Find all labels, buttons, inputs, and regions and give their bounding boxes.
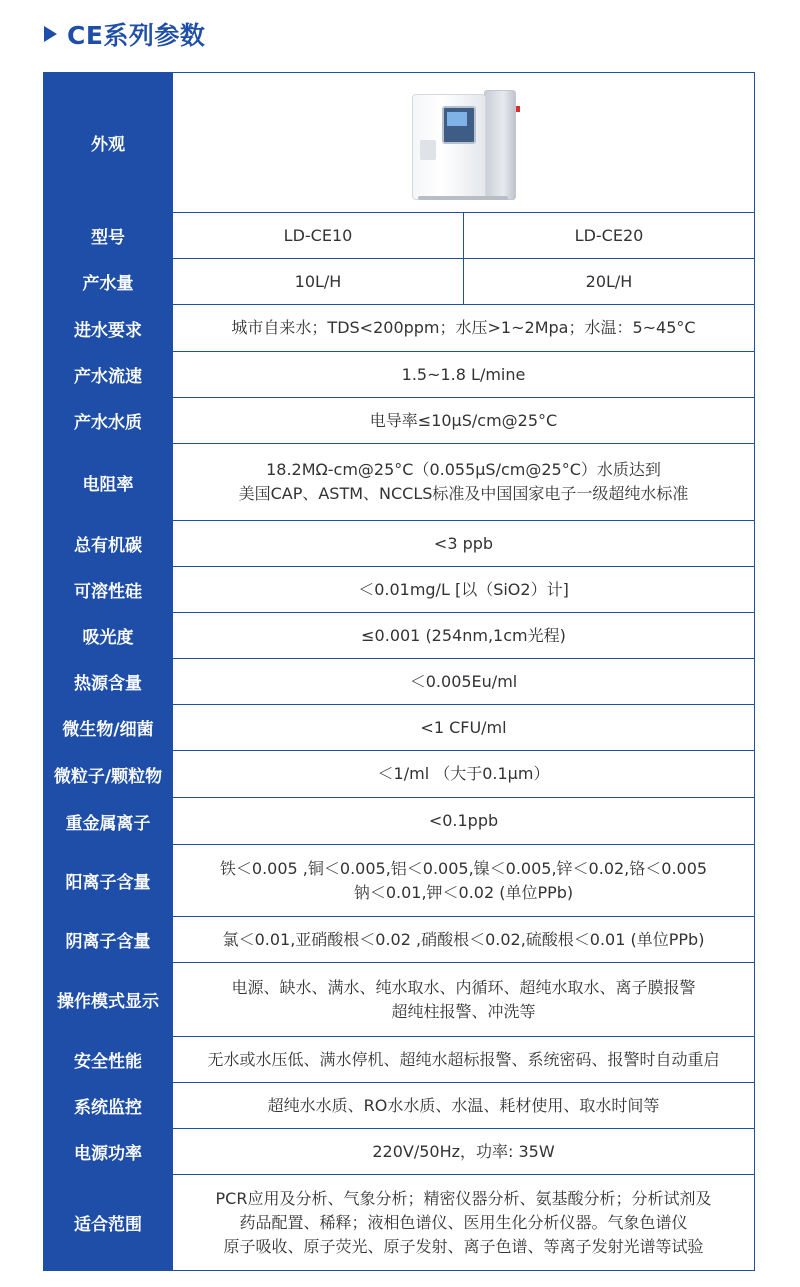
row-label-anion: 阴离子含量 [44, 917, 173, 963]
triangle-bullet-icon [44, 26, 57, 42]
safety-value: 无水或水压低、满水停机、超纯水超标报警、系统密码、报警时自动重启 [173, 1037, 755, 1083]
scope-line-2: 药品配置、稀释；液相色谱仪、医用生化分析仪器。气象色谱仪 [239, 1212, 688, 1232]
inlet-value: 城市自来水；TDS<200ppm；水压>1~2Mpa；水温：5~45°C [173, 305, 755, 352]
model-value-1: LD-CE10 [173, 213, 464, 259]
display-value [173, 963, 755, 1037]
cation-line-2: 钠＜0.01,钾＜0.02 (单位PPb) [353, 882, 574, 902]
table-row [44, 521, 755, 567]
table-row [44, 213, 755, 259]
row-label-flow: 产水量 [44, 259, 173, 305]
row-label-particle: 微粒子/颗粒物 [44, 751, 173, 798]
table-row [44, 567, 755, 613]
scope-value [173, 1175, 755, 1271]
table-row [44, 305, 755, 352]
table-row [44, 352, 755, 398]
table-row [44, 659, 755, 705]
speed-value: 1.5~1.8 L/mine [173, 352, 755, 398]
resistivity-line-2: 美国CAP、ASTM、NCCLS标准及中国国家电子一级超纯水标准 [238, 484, 689, 503]
row-label-quality: 产水水质 [44, 398, 173, 444]
row-label-display: 操作模式显示 [44, 963, 173, 1037]
pyrogen-value: ＜0.005Eu/ml [173, 659, 755, 705]
row-label-toc: 总有机碳 [44, 521, 173, 567]
display-line-2: 超纯柱报警、冲洗等 [391, 1001, 536, 1021]
table-row [44, 705, 755, 751]
water-purifier-image [406, 84, 522, 202]
table-row [44, 73, 755, 213]
row-label-inlet: 进水要求 [44, 305, 173, 352]
quality-value: 电导率≤10μS/cm@25°C [173, 398, 755, 444]
row-label-monitor: 系统监控 [44, 1083, 173, 1129]
scope-line-3: 原子吸收、原子荧光、原子发射、离子色谱、等离子发射光谱等试验 [223, 1236, 704, 1256]
table-row [44, 259, 755, 305]
flow-value-2: 20L/H [464, 259, 755, 305]
row-label-resistivity: 电阻率 [44, 444, 173, 521]
table-row [44, 751, 755, 798]
resistivity-line-1: 18.2MΩ-cm@25°C（0.055μS/cm@25°C）水质达到 [266, 460, 661, 479]
table-row [44, 1037, 755, 1083]
table-row [44, 798, 755, 845]
section-title: CE系列参数 [67, 21, 206, 50]
toc-value: <3 ppb [173, 521, 755, 567]
row-label-silica: 可溶性硅 [44, 567, 173, 613]
row-label-model: 型号 [44, 213, 173, 259]
scope-line-1: PCR应用及分析、气象分析；精密仪器分析、氨基酸分析；分析试剂及 [215, 1188, 712, 1208]
table-row [44, 845, 755, 917]
model-value-2: LD-CE20 [464, 213, 755, 259]
row-label-heavy-metal: 重金属离子 [44, 798, 173, 845]
anion-value: 氯＜0.01,亚硝酸根＜0.02 ,硝酸根＜0.02,硫酸根＜0.01 (单位PPb) [173, 917, 755, 963]
table-row [44, 1129, 755, 1175]
row-label-speed: 产水流速 [44, 352, 173, 398]
table-row [44, 963, 755, 1037]
table-row [44, 917, 755, 963]
row-label-appearance: 外观 [44, 73, 173, 213]
row-label-cation: 阳离子含量 [44, 845, 173, 917]
display-line-1: 电源、缺水、满水、纯水取水、内循环、超纯水取水、离子膜报警 [231, 977, 696, 997]
row-label-microbe: 微生物/细菌 [44, 705, 173, 751]
power-value: 220V/50Hz，功率: 35W [173, 1129, 755, 1175]
row-label-safety: 安全性能 [44, 1037, 173, 1083]
appearance-cell [173, 73, 755, 213]
silica-value: ＜0.01mg/L [以（SiO2）计] [173, 567, 755, 613]
row-label-pyrogen: 热源含量 [44, 659, 173, 705]
microbe-value: <1 CFU/ml [173, 705, 755, 751]
resistivity-value [173, 444, 755, 521]
monitor-value: 超纯水水质、RO水水质、水温、耗材使用、取水时间等 [173, 1083, 755, 1129]
cation-line-1: 铁＜0.005 ,铜＜0.005,铝＜0.005,镍＜0.005,锌＜0.02,铬＜0.005 [219, 858, 708, 878]
cation-value [173, 845, 755, 917]
flow-value-1: 10L/H [173, 259, 464, 305]
table-row [44, 444, 755, 521]
row-label-power: 电源功率 [44, 1129, 173, 1175]
heavy-metal-value: <0.1ppb [173, 798, 755, 845]
spec-table [43, 72, 755, 1271]
table-row [44, 613, 755, 659]
table-row [44, 398, 755, 444]
absorbance-value: ≤0.001 (254nm,1cm光程) [173, 613, 755, 659]
row-label-scope: 适合范围 [44, 1175, 173, 1271]
row-label-absorbance: 吸光度 [44, 613, 173, 659]
table-row [44, 1083, 755, 1129]
particle-value: ＜1/ml （大于0.1μm） [173, 751, 755, 798]
table-row [44, 1175, 755, 1271]
section-heading [44, 16, 205, 52]
